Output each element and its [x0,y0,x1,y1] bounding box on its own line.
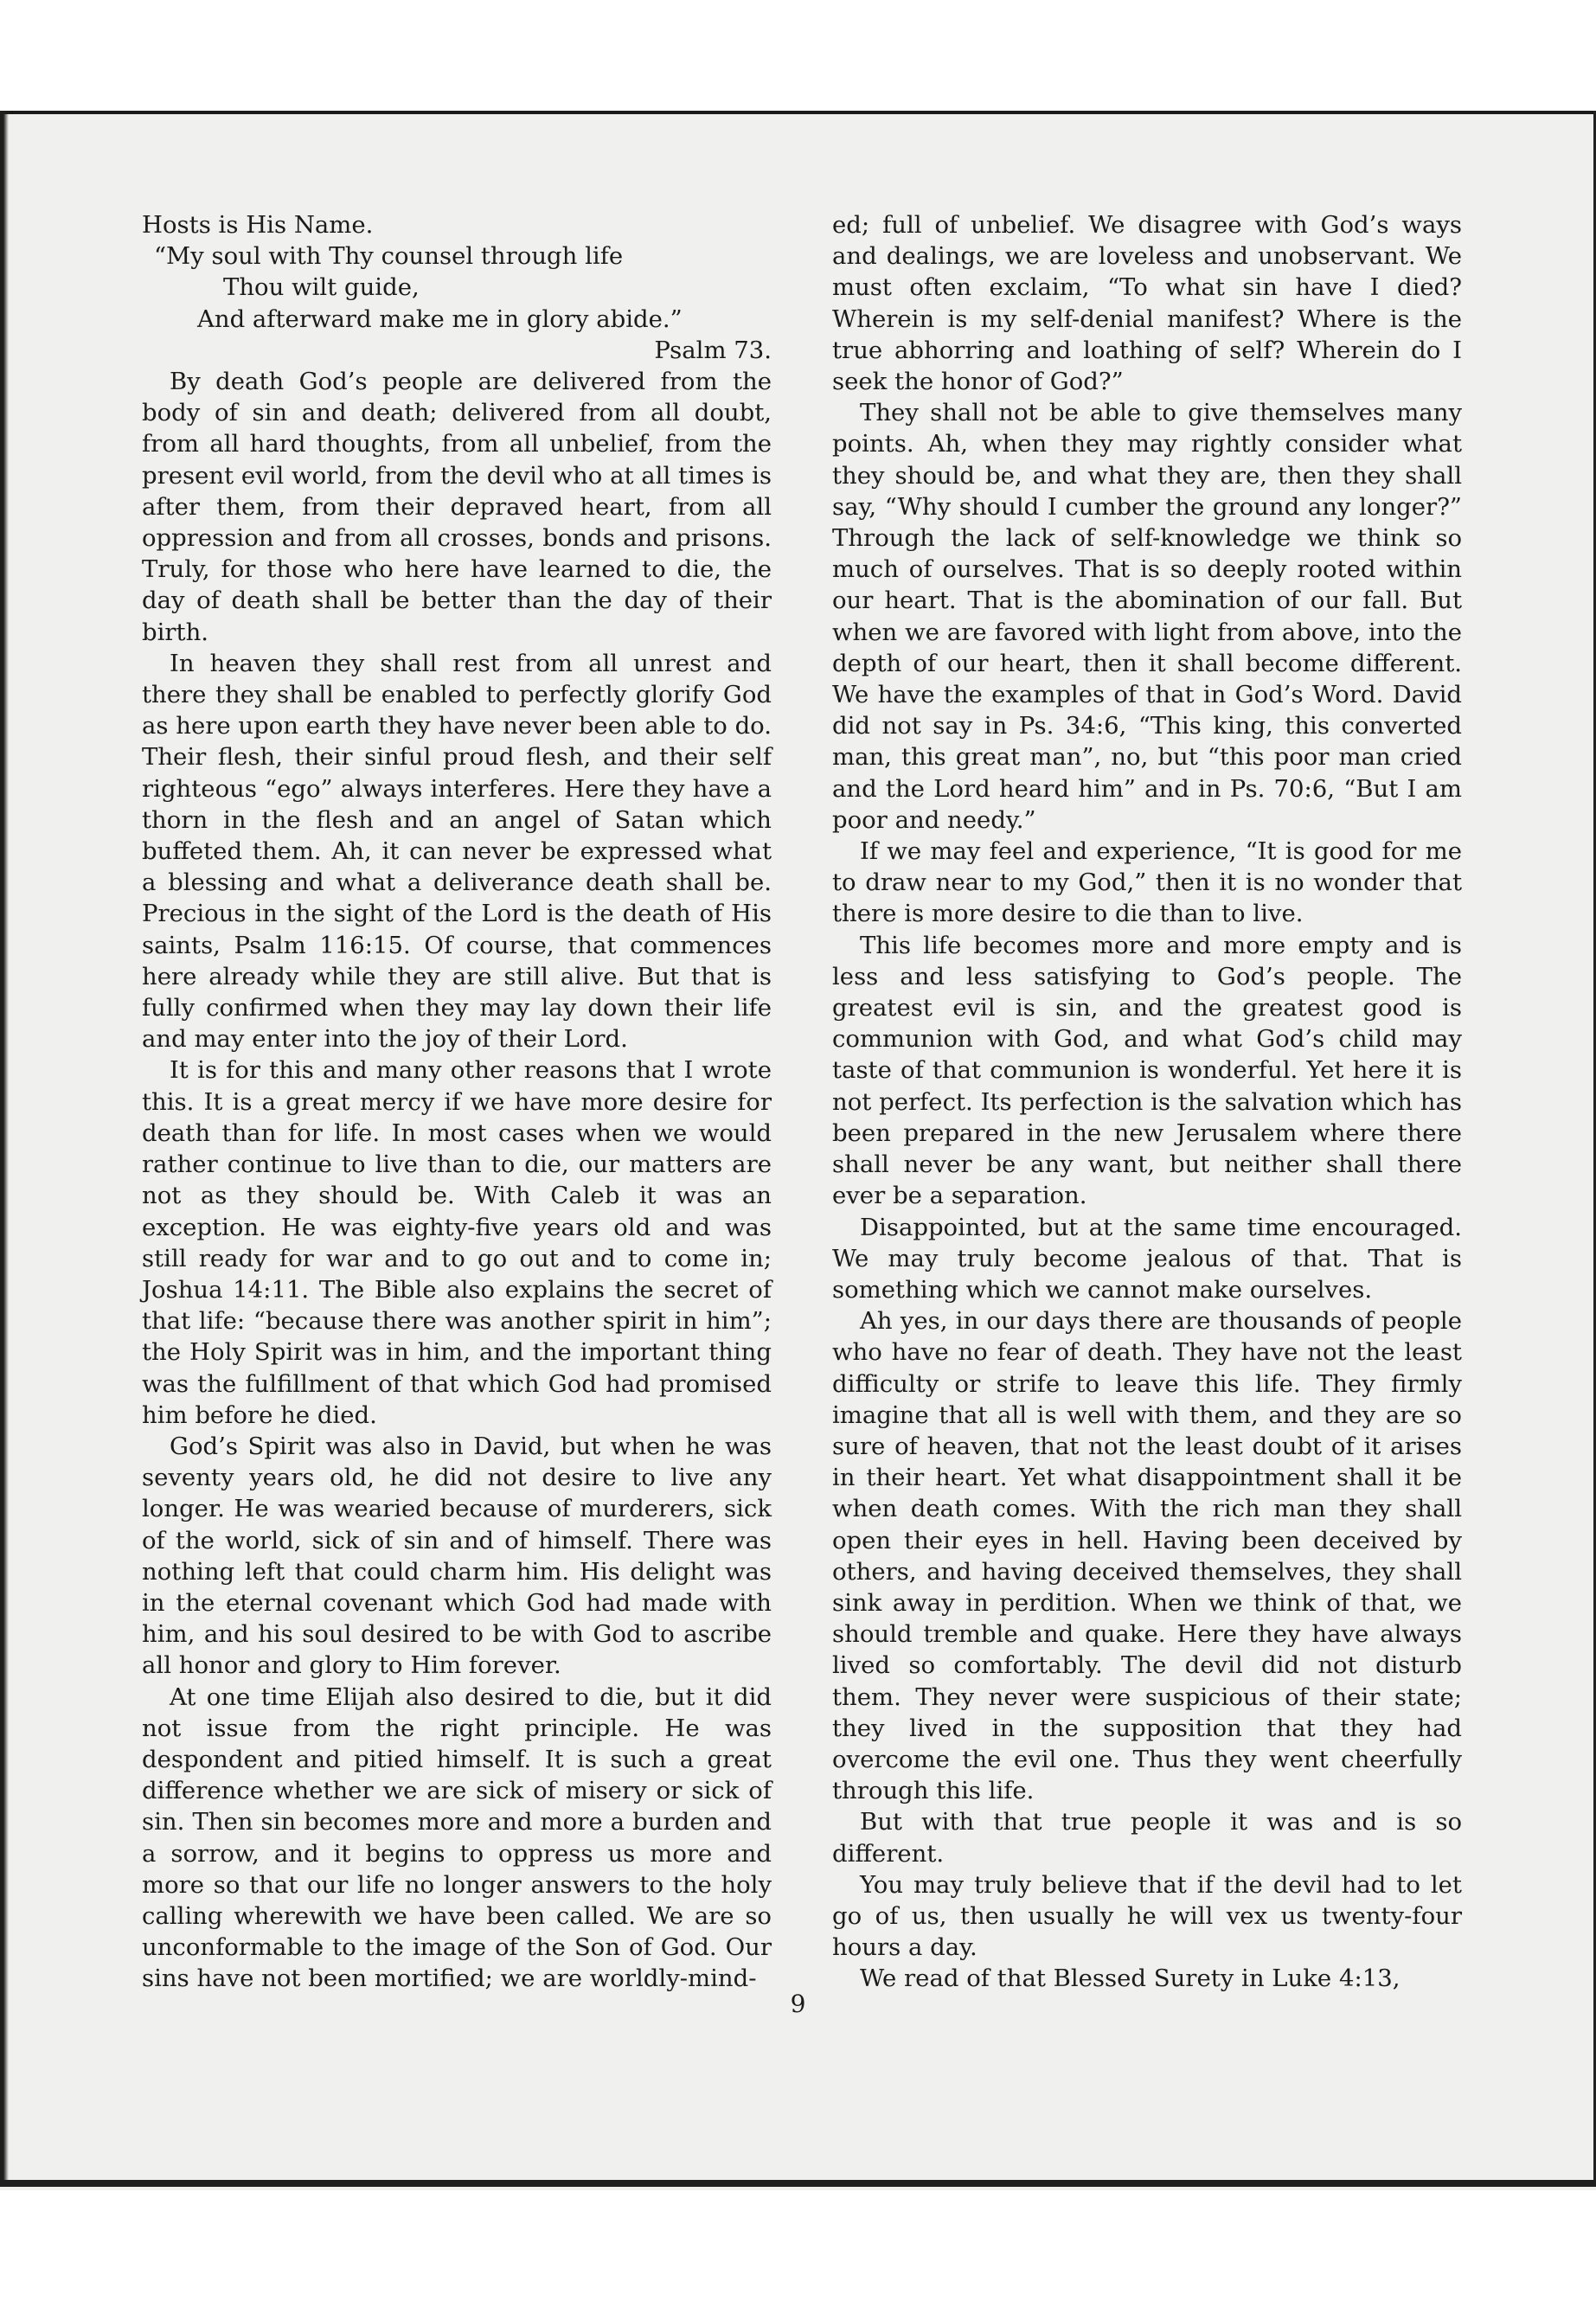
scan-edge-left [0,111,9,2187]
left-column [142,209,772,1995]
paragraph: God’s Spirit was also in David, but when he was seventy years old, he did not desire to live any longer. He was wearied because of murderers, sick of the world, sick of sin and of himself. There was nothing left that could charm him. His delight was in the eternal covenant which God had made with him, and his soul desired to be with God to ascribe all honor and glory to Him forever. [142,1432,772,1680]
paragraph: This life becomes more and more empty and is less and less satisfying to God’s people. The greatest evil is sin, and the greatest good is communion with God, and what God’s child may taste of that communion is wonderful. Yet here it is not perfect. Its perfection is the salvation which has been prepared in the new Jerusalem where there shall never be any want, but neither shall there ever be a separation. [832,931,1462,1210]
verse-reference: Psalm 73. [654,336,772,364]
continuation-paragraph: ed; full of unbelief. We disagree with God’s ways and dealings, we are loveless and unobservant. We must often exclaim, “To what sin have I died? Wherein is my self-denial manifest? Where is the true abhorring and loathing of self? Wherein do I seek the honor of God?” [832,211,1462,396]
right-column [832,209,1462,1995]
paragraph: But with that true people it was and is so different. [832,1808,1462,1868]
paragraph: They shall not be able to give themselves many points. Ah, when they may rightly consider what they should be, and what they are, then they shall say, “Why should I cumber the ground any longer?” Through the lack of self-knowledge we think so much of ourselves. That is so deeply rooted within our heart. That is the abomination of our fall. But when we are favored with light from above, into the depth of our heart, then it shall become different. We have the examples of that in God’s Word. David did not say in Ps. 34:6, “This king, this converted man, this great man”, no, but “this poor man cried and the Lord heard him” and in Ps. 70:6, “But I am poor and needy.” [832,399,1462,834]
scan-edge-bottom [0,2180,1596,2187]
paragraph: You may truly believe that if the devil had to let go of us, then usually he will vex us twenty-four hours a day. [832,1870,1462,1962]
opening-line: Hosts is His Name. [142,211,374,239]
paragraph: Disappointed, but at the same time encouraged. We may truly become jealous of that. That is something which we cannot make ourselves. [832,1213,1462,1304]
paragraph: At one time Elijah also desired to die, but it did not issue from the right principle. He was despondent and pitied himself. It is such a great difference whether we are sick of misery or sick of sin. Then sin becomes more and more a burden and a sorrow, and it begins to oppress us more and more so that our life no longer answers to the holy calling wherewith we have been called. We are so unconformable to the image of the Son of God. Our sins have not been mortified; we are worldly-mind- [142,1682,772,1993]
paragraph: Ah yes, in our days there are thousands of people who have no fear of death. They have not the least difficulty or strife to leave this life. They firmly imagine that all is well with them, and they are so sure of heaven, that not the least doubt of it arises in their heart. Yet what disappointment shall it be when death comes. With the rich man they shall open their eyes in hell. Having been deceived by others, and having deceived themselves, they shall sink away in perdition. When we think of that, we should tremble and quake. Here they have always lived so comfortably. The devil did not disturb them. They never were suspicious of their state; they lived in the supposition that they had overcome the evil one. Thus they went cheerfully through this life. [832,1307,1462,1805]
verse-line-3: And afterward make me in glory abide.” [197,304,683,333]
verse-line-1: “My soul with Thy counsel through life [154,242,624,271]
paragraph: It is for this and many other reasons that I wrote this. It is a great mercy if we have more desire for death than for life. In most cases when we would rather continue to live than to die, our matters are not as they should be. With Caleb it was an exception. He was eighty-five years old and was still ready for war and to go out and to come in; Joshua 14:11. The Bible also explains the secret of that life: “because there was another spirit in him”; the Holy Spirit was in him, and the important thing was the fulfillment of that which God had promised him before he died. [142,1056,772,1429]
verse-line-2: Thou wilt guide, [223,273,420,302]
paragraph: In heaven they shall rest from all unrest and there they shall be enabled to perfectly glorify God as here upon earth they have never been able to do. Their flesh, their sinful proud flesh, and their self righteous “ego” always interferes. Here they have a thorn in the flesh and an angel of Satan which buffeted them. Ah, it can never be expressed what a blessing and what a deliverance death shall be. Precious in the sight of the Lord is the death of His saints, Psalm 116:15. Of course, that commences here already while they are still alive. But that is fully confirmed when they may lay down their life and may enter into the joy of their Lord. [142,649,772,1054]
paragraph: If we may feel and experience, “It is good for me to draw near to my God,” then it is no wonder that there is more desire to die than to live. [832,837,1462,928]
paragraph: We read of that Blessed Surety in Luke 4:13, [860,1965,1401,1993]
psalm-verse [142,240,772,366]
page-number: 9 [790,1990,806,2018]
paragraph: By death God’s people are delivered from the body of sin and death; delivered from all doubt, from all hard thoughts, from all unbelief, from the present evil world, from the devil who at all times is after them, from their depraved heart, from all oppression and from all crosses, bonds and prisons. Truly, for those who here have learned to die, the day of death shall be better than the day of their birth. [142,368,772,646]
